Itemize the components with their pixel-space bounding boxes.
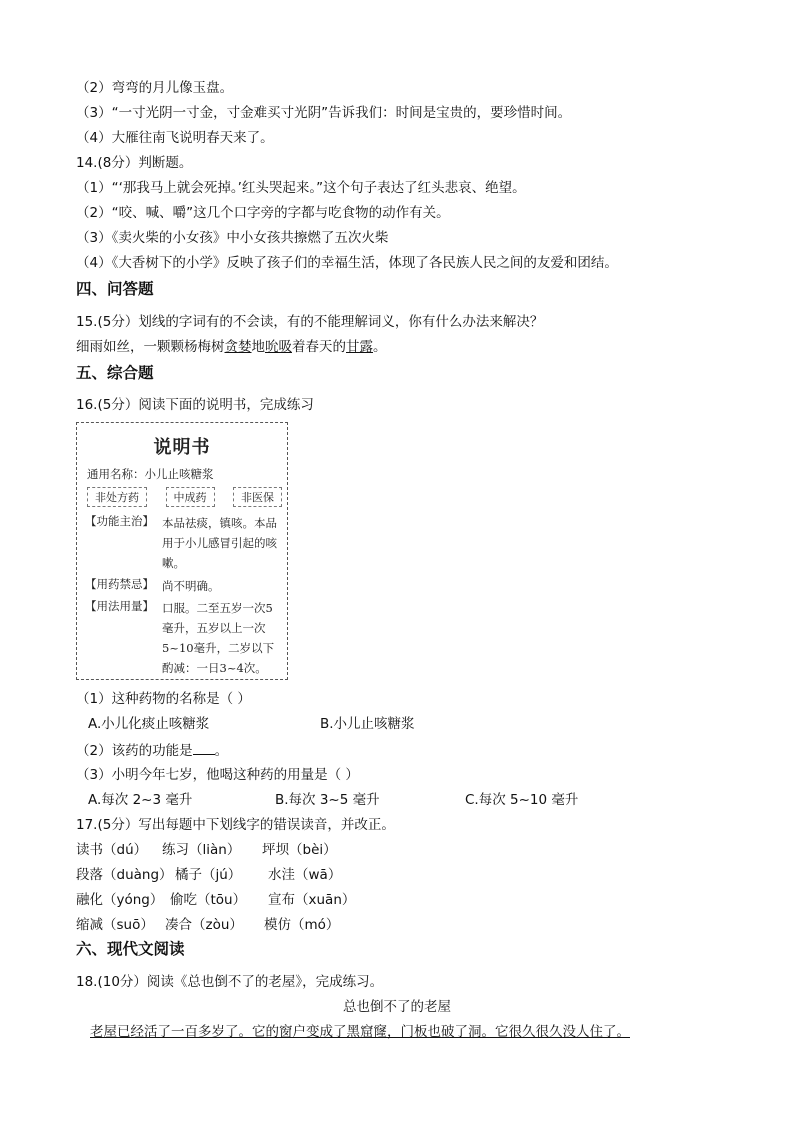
section-5-title: 五、综合题 [76,364,154,382]
manual-usage-value: 口服。二至五岁一次5毫升，五岁以上一次5~10毫升，二岁以下酌减：一日3~4次。 [162,601,275,675]
q17-r4-c2: 凑合（zòu） [165,917,243,933]
q16-sub-1-option-a: A.小儿化痰止咳糖浆 [88,716,210,732]
q16-sub-1: （1）这种药物的名称是（ ） [76,691,251,707]
q15-underlined-3: 甘露 [346,339,373,355]
q13-item-3: （3）“一寸光阴一寸金，寸金难买寸光阴”告诉我们：时间是宝贵的，要珍惜时间。 [76,105,572,121]
q13-item-4: （4）大雁往南飞说明春天来了。 [76,130,274,146]
q14-item-4: （4）《大香树下的小学》反映了孩子们的幸福生活，体现了各民族人民之间的友爱和团结。 [76,255,618,271]
q14-item-1: （1）“‘那我马上就会死掉。’红头哭起来。”这个句子表达了红头悲哀、绝望。 [76,180,526,196]
q15-text-2: 地 [251,339,265,355]
q17-r2-c2: 橘子（jú） [175,867,242,883]
q16-sub-2-text: （2）该药的功能是 [76,743,193,759]
q16-sub-3-option-b: B.每次 3~5 毫升 [275,792,380,808]
manual-title: 说明书 [153,437,211,458]
q16-heading: 16.(5分）阅读下面的说明书，完成练习 [76,397,314,413]
q15-heading: 15.(5分）划线的字词有的不会读，有的不能理解词义，你有什么办法来解决？ [76,314,544,330]
q15-underlined-1: 贪婪 [224,339,252,355]
q16-sub-3-option-a: A.每次 2~3 毫升 [88,792,193,808]
manual-generic-name: 通用名称：小儿止咳糖浆 [87,467,214,481]
manual-func-value: 本品祛痰，镇咳。本品用于小儿感冒引起的咳嗽。 [162,516,277,570]
answer-blank[interactable] [193,740,215,755]
q14-item-3: （3）《卖火柴的小女孩》中小女孩共擦燃了五次火柴 [76,230,389,246]
q17-r1-c1: 读书（dú） [76,842,148,858]
medicine-manual [76,422,288,680]
q13-item-2: （2）弯弯的月儿像玉盘。 [76,80,234,96]
section-4-title: 四、问答题 [76,280,154,298]
q17-r2-c1: 段落（duàng） [76,867,173,883]
manual-tag-non-insurance: 非医保 [233,487,282,507]
q17-r4-c1: 缩减（suō） [76,917,154,933]
q17-r1-c2: 练习（liàn） [162,842,241,858]
manual-tag-tcm: 中成药 [166,487,215,507]
manual-usage-key: 【用法用量】 [85,599,154,613]
manual-tag-otc: 非处方药 [87,487,147,507]
q16-sub-2-end: 。 [214,743,229,759]
q17-heading: 17.(5分）写出每题中下划线字的错误读音，并改正。 [76,817,395,833]
q17-r3-c2: 偷吃（tōu） [170,892,247,908]
q16-sub-3: （3）小明今年七岁，他喝这种药的用量是（ ） [76,767,359,783]
q17-r3-c1: 融化（yóng） [76,892,164,908]
section-6-title: 六、现代文阅读 [76,940,185,958]
q16-sub-2 [76,740,228,761]
q17-r3-c3: 宣布（xuān） [268,892,356,908]
manual-taboo-key: 【用药禁忌】 [85,577,154,591]
q17-r4-c3: 模仿（mó） [264,917,340,933]
q17-r1-c3: 坪坝（bèi） [262,842,337,858]
story-title: 总也倒不了的老屋 [343,999,451,1015]
q14-item-2: （2）“咬、喊、嚼”这几个口字旁的字都与吃食物的动作有关。 [76,205,450,221]
q18-heading: 18.(10分）阅读《总也倒不了的老屋》，完成练习。 [76,974,384,990]
q15-text-4: 。 [373,339,387,355]
q14-heading: 14.(8分）判断题。 [76,155,193,171]
q15-text-1: 细雨如丝，一颗颗杨梅树 [76,339,225,355]
q15-sentence [76,337,387,357]
q15-text-3: 着春天的 [292,339,346,355]
q17-r2-c3: 水洼（wā） [268,867,342,883]
q16-sub-1-option-b: B.小儿止咳糖浆 [320,716,415,732]
manual-tags [87,487,282,507]
manual-func-key: 【功能主治】 [85,514,154,528]
manual-taboo-value: 尚不明确。 [162,579,220,593]
q15-underlined-2: 吮吸 [265,339,292,355]
q16-sub-3-option-c: C.每次 5~10 毫升 [465,792,579,808]
story-first-line: 老屋已经活了一百多岁了。它的窗户变成了黑窟窿，门板也破了洞。它很久很久没人住了。 [90,1024,630,1040]
